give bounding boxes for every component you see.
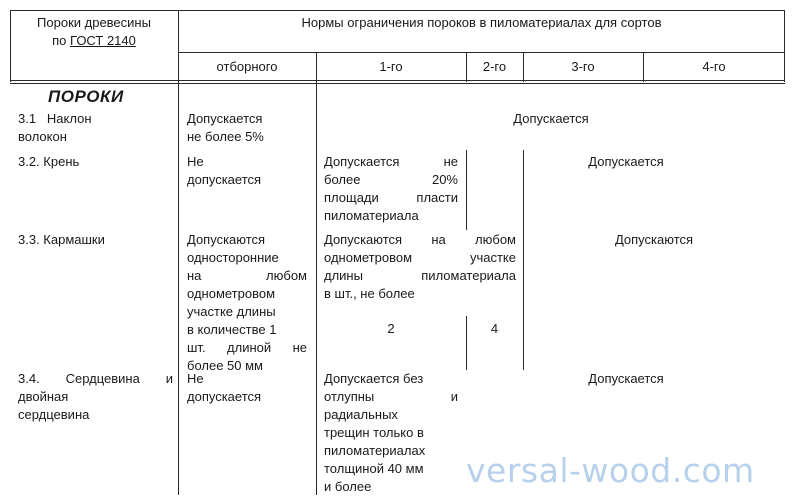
norm-line: в количестве 1 (187, 322, 277, 337)
row-defect-name-line: двойная (18, 389, 69, 404)
row-defect-name (18, 110, 173, 146)
norm-line: допускается (187, 172, 262, 187)
gost-link[interactable]: ГОСТ 2140 (70, 33, 136, 48)
header-defects-cell (10, 14, 178, 50)
header-bottom-border (10, 80, 785, 81)
row-rest-norm: Допускаются (614, 232, 694, 247)
norm-line: Допускается без (324, 371, 424, 386)
row-defect-name-line: волокон (18, 129, 67, 144)
grade-header-selected: отборного (216, 59, 278, 74)
norm-line: более 50 мм (187, 358, 263, 373)
row-defect-name: 3.3. Кармашки (18, 232, 105, 247)
row-rest-norm: Допускается (588, 154, 664, 169)
header-defects-prefix: по (52, 33, 67, 48)
row-rest-norm: Допускается (513, 111, 589, 126)
norm-line: Допускается не (324, 154, 458, 169)
col-divider-2 (316, 52, 317, 495)
norm-line: пиломатериалах (324, 443, 426, 458)
site-watermark: versal-wood.com (466, 451, 755, 490)
grade-header-4: 4-го (702, 59, 726, 74)
norm-line: не более 5% (187, 129, 264, 144)
norm-line: допускается (187, 389, 262, 404)
norm-line: однометровом участке (324, 250, 516, 265)
norm-line: шт. длиной не (187, 340, 307, 355)
header-defects-line2 (10, 32, 178, 50)
row-selected-norm (187, 370, 311, 406)
norm-line: Не (187, 371, 204, 386)
header-defects-line1: Пороки древесины (37, 15, 151, 30)
norm-line: на любом (187, 268, 307, 283)
norm-line: Допускается (187, 111, 263, 126)
row-selected-norm (187, 110, 311, 146)
norm-line: и более (324, 479, 372, 494)
row-rest-norm: Допускается (588, 371, 664, 386)
norm-line: длины пиломатериала (324, 268, 516, 283)
row-grade1-norm (324, 153, 458, 225)
col-divider-1 (178, 10, 179, 495)
norm-line: радиальных (324, 407, 398, 422)
norm-line: отлупны и (324, 389, 458, 404)
norm-line: Допускаются (187, 232, 266, 247)
row-selected-norm (187, 153, 311, 189)
row-defect-name: 3.2. Крень (18, 154, 80, 169)
norm-line: односторонние (187, 250, 279, 265)
row-grade12-norm (324, 231, 516, 303)
grade-header-1: 1-го (379, 59, 403, 74)
norm-line: Не (187, 154, 204, 169)
norm-line: пиломатериала (324, 208, 419, 223)
grade2-count: 4 (490, 321, 499, 336)
row-selected-norm (187, 231, 307, 375)
section-title: ПОРОКИ (48, 87, 124, 106)
norm-line: участке длины (187, 304, 276, 319)
row-defect-name-line: 3.1 Наклон (18, 111, 92, 126)
grade1-count: 2 (387, 321, 395, 336)
row-grade1-norm (324, 370, 458, 496)
row-defect-name (18, 370, 173, 424)
row-defect-name-line: 3.4. Сердцевина и (18, 371, 173, 386)
header-norms-title: Нормы ограничения пороков в пиломатериалах для сортов (301, 15, 662, 30)
col-divider-4-body (523, 150, 524, 370)
norm-line: в шт., не более (324, 286, 415, 301)
norm-line: Допускаются на любом (324, 232, 516, 247)
norm-line: однометровом (187, 286, 276, 301)
norm-line: толщиной 40 мм (324, 461, 424, 476)
norm-line: площади пласти (324, 190, 458, 205)
norm-line: трещин только в (324, 425, 424, 440)
col-divider-3-body (466, 150, 467, 230)
grade-header-2: 2-го (482, 59, 507, 74)
norm-line: более 20% (324, 172, 458, 187)
row-defect-name-line: сердцевина (18, 407, 90, 422)
header-divider (178, 52, 785, 53)
grade-header-3: 3-го (571, 59, 595, 74)
table-top-border (10, 10, 785, 11)
header-bottom-border-2 (10, 83, 785, 84)
